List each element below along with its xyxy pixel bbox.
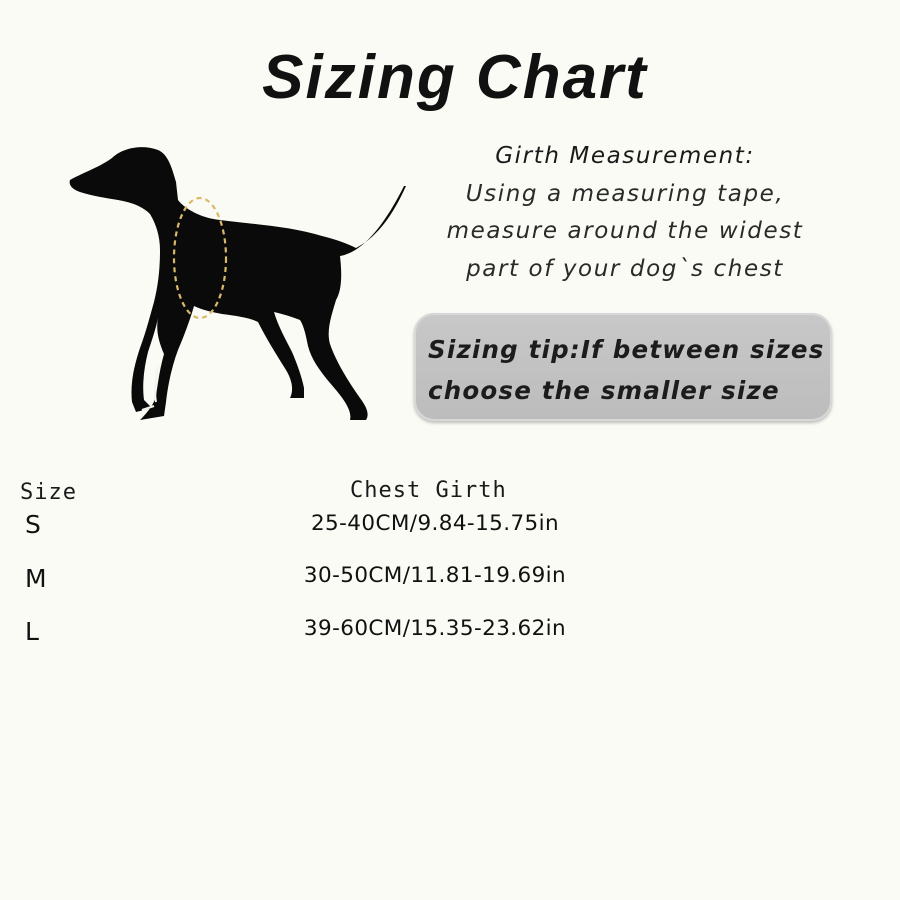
size-column-header: Size bbox=[20, 480, 77, 505]
chest-girth-column-header: Chest Girth bbox=[350, 478, 507, 503]
girth-measurement-info bbox=[425, 138, 825, 288]
sizing-tip-line: Sizing tip:If between sizes bbox=[428, 335, 825, 364]
size-label-l: L bbox=[25, 617, 39, 646]
dog-silhouette-icon bbox=[60, 140, 420, 430]
girth-line: measure around the widest bbox=[446, 218, 804, 244]
sizing-tip-line: choose the smaller size bbox=[428, 376, 780, 405]
size-label-m: M bbox=[25, 564, 47, 593]
girth-line: Using a measuring tape, bbox=[465, 180, 785, 207]
size-label-s: S bbox=[25, 510, 41, 539]
girth-value-m: 30-50CM/11.81-19.69in bbox=[303, 563, 567, 588]
girth-line: part of your dog`s chest bbox=[466, 255, 784, 282]
girth-value-s: 25-40CM/9.84-15.75in bbox=[310, 511, 560, 536]
sizing-tip-box bbox=[414, 313, 832, 421]
girth-value-l: 39-60CM/15.35-23.62in bbox=[303, 616, 567, 641]
page-title: Sizing Chart bbox=[262, 43, 648, 112]
girth-heading: Girth Measurement: bbox=[495, 143, 755, 169]
